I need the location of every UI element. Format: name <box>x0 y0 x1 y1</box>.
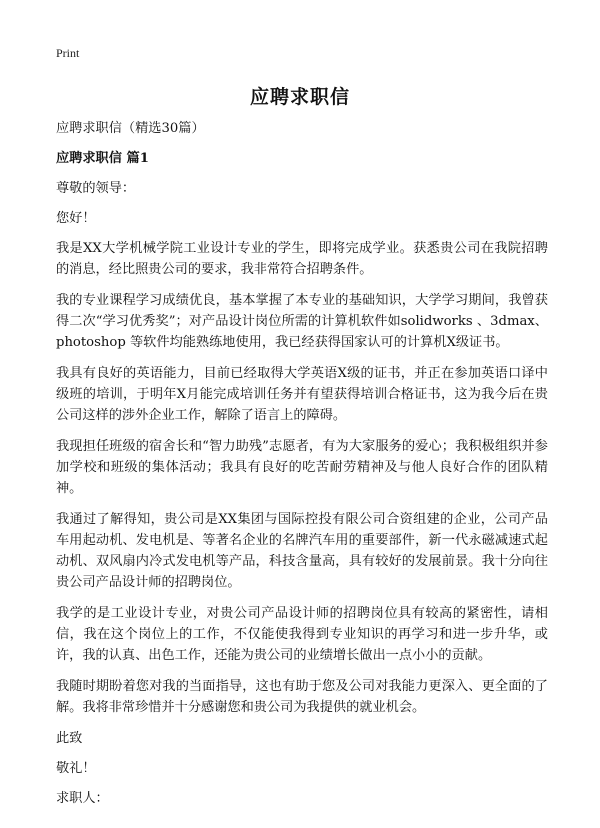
body-paragraph-1: 我是XX大学机械学院工业设计专业的学生，即将完成学业。获悉贵公司在我院招聘的消息，经比照贵公司的要求，我非常符合招聘条件。 <box>56 241 548 277</box>
closing-line-2: 敬礼！ <box>56 761 96 776</box>
closing-line-1: 此致 <box>56 731 83 746</box>
body-paragraph-5: 我通过了解得知，贵公司是XX集团与国际控投有限公司合资组建的企业，公司产品车用起动机、发电机是、等著名企业的名牌汽车用的重要部件，新一代永磁减速式起动机、双风扇内冷式发电机等产品，科技含量高，具有较好的发展前景。我十分向往贵公司产品设计师的招聘岗位。 <box>56 512 548 590</box>
body-paragraph-2: 我的专业课程学习成绩优良，基本掌握了本专业的基础知识，大学学习期间，我曾获得二次“学习优秀奖”；对产品设计岗位所需的计算机软件如solidworks 、3dmax、photoshop 等软件均能熟练地使用，我已经获得国家认可的计算机X级证书。 <box>56 293 548 350</box>
section-heading: 应聘求职信 篇1 <box>56 151 149 166</box>
signature-label: 求职人： <box>56 791 109 806</box>
body-paragraph-3: 我具有良好的英语能力，目前已经取得大学英语X级的证书，并正在参加英语口译中级班的培训，于明年X月能完成培训任务并有望获得培训合格证书，这为我今后在贵公司这样的涉外企业工作，解除了语言上的障碍。 <box>56 366 548 423</box>
body-paragraph-7: 我随时期盼着您对我的当面指导，这也有助于您及公司对我能力更深入、更全面的了解。我将非常珍惜并十分感谢您和贵公司为我提供的就业机会。 <box>56 679 548 715</box>
document-body <box>56 118 548 818</box>
greeting: 您好！ <box>56 211 96 226</box>
document-subtitle: 应聘求职信（精选30篇） <box>56 121 205 136</box>
print-link[interactable]: Print <box>56 46 80 60</box>
salutation: 尊敬的领导： <box>56 181 136 196</box>
body-paragraph-6: 我学的是工业设计专业，对贵公司产品设计师的招聘岗位具有较高的紧密性，请相信，我在这个岗位上的工作，不仅能使我得到专业知识的再学习和进一步升华，或许，我的认真、出色工作，还能为贵公司的业绩增长做出一点小小的贡献。 <box>56 606 548 663</box>
body-paragraph-4: 我现担任班级的宿舍长和“智力助残”志愿者，有为大家服务的爱心；我积极组织并参加学校和班级的集体活动；我具有良好的吃苦耐劳精神及与他人良好合作的团队精神。 <box>56 439 548 496</box>
page-title: 应聘求职信 <box>249 86 350 108</box>
